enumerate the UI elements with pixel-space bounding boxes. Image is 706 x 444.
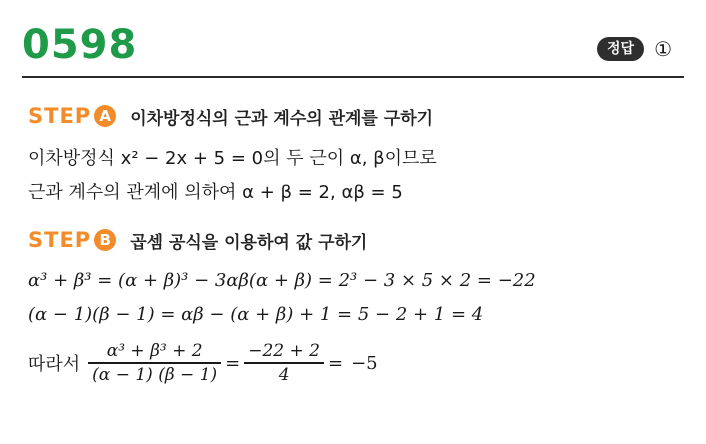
step-a-line-2: 근과 계수의 관계에 의하여 α + β = 2, αβ = 5 <box>28 182 403 203</box>
fraction-2-denominator: 4 <box>278 364 290 385</box>
answer-value: ① <box>654 37 672 61</box>
final-expression <box>28 336 382 390</box>
step-a-letter: A <box>94 105 116 127</box>
step-a-line-1: 이차방정식 x² − 2x + 5 = 0의 두 근이 α, β이므로 <box>28 148 437 169</box>
step-a-title: 이차방정식의 근과 계수의 관계를 구하기 <box>130 108 434 129</box>
answer-badge: 정답 <box>597 37 644 61</box>
problem-number: 0598 <box>22 22 138 68</box>
step-b-line-1: α³ + β³ = (α + β)³ − 3αβ(α + β) = 2³ − 3 × 5 × 2 = −22 <box>28 270 536 291</box>
fraction-2-numerator: −22 + 2 <box>248 341 320 362</box>
step-b-header <box>28 226 367 254</box>
fraction-2 <box>244 340 324 386</box>
final-result: −5 <box>351 352 378 374</box>
final-label: 따라서 <box>28 354 81 375</box>
answer-area <box>597 36 672 62</box>
fraction-1-numerator: α³ + β³ + 2 <box>106 341 203 362</box>
step-b-title: 곱셈 공식을 이용하여 값 구하기 <box>130 232 368 253</box>
step-b-word: STEP <box>28 228 92 252</box>
step-a-word: STEP <box>28 104 92 128</box>
fraction-1 <box>88 340 221 386</box>
equals-2: = <box>328 352 344 374</box>
step-a-header <box>28 102 433 130</box>
step-b-letter: B <box>94 229 116 251</box>
header-divider <box>22 76 684 78</box>
fraction-1-denominator: (α − 1) (β − 1) <box>92 364 218 385</box>
step-b-line-2: (α − 1)(β − 1) = αβ − (α + β) + 1 = 5 − 2 + 1 = 4 <box>28 304 484 325</box>
equals-1: = <box>225 352 241 374</box>
